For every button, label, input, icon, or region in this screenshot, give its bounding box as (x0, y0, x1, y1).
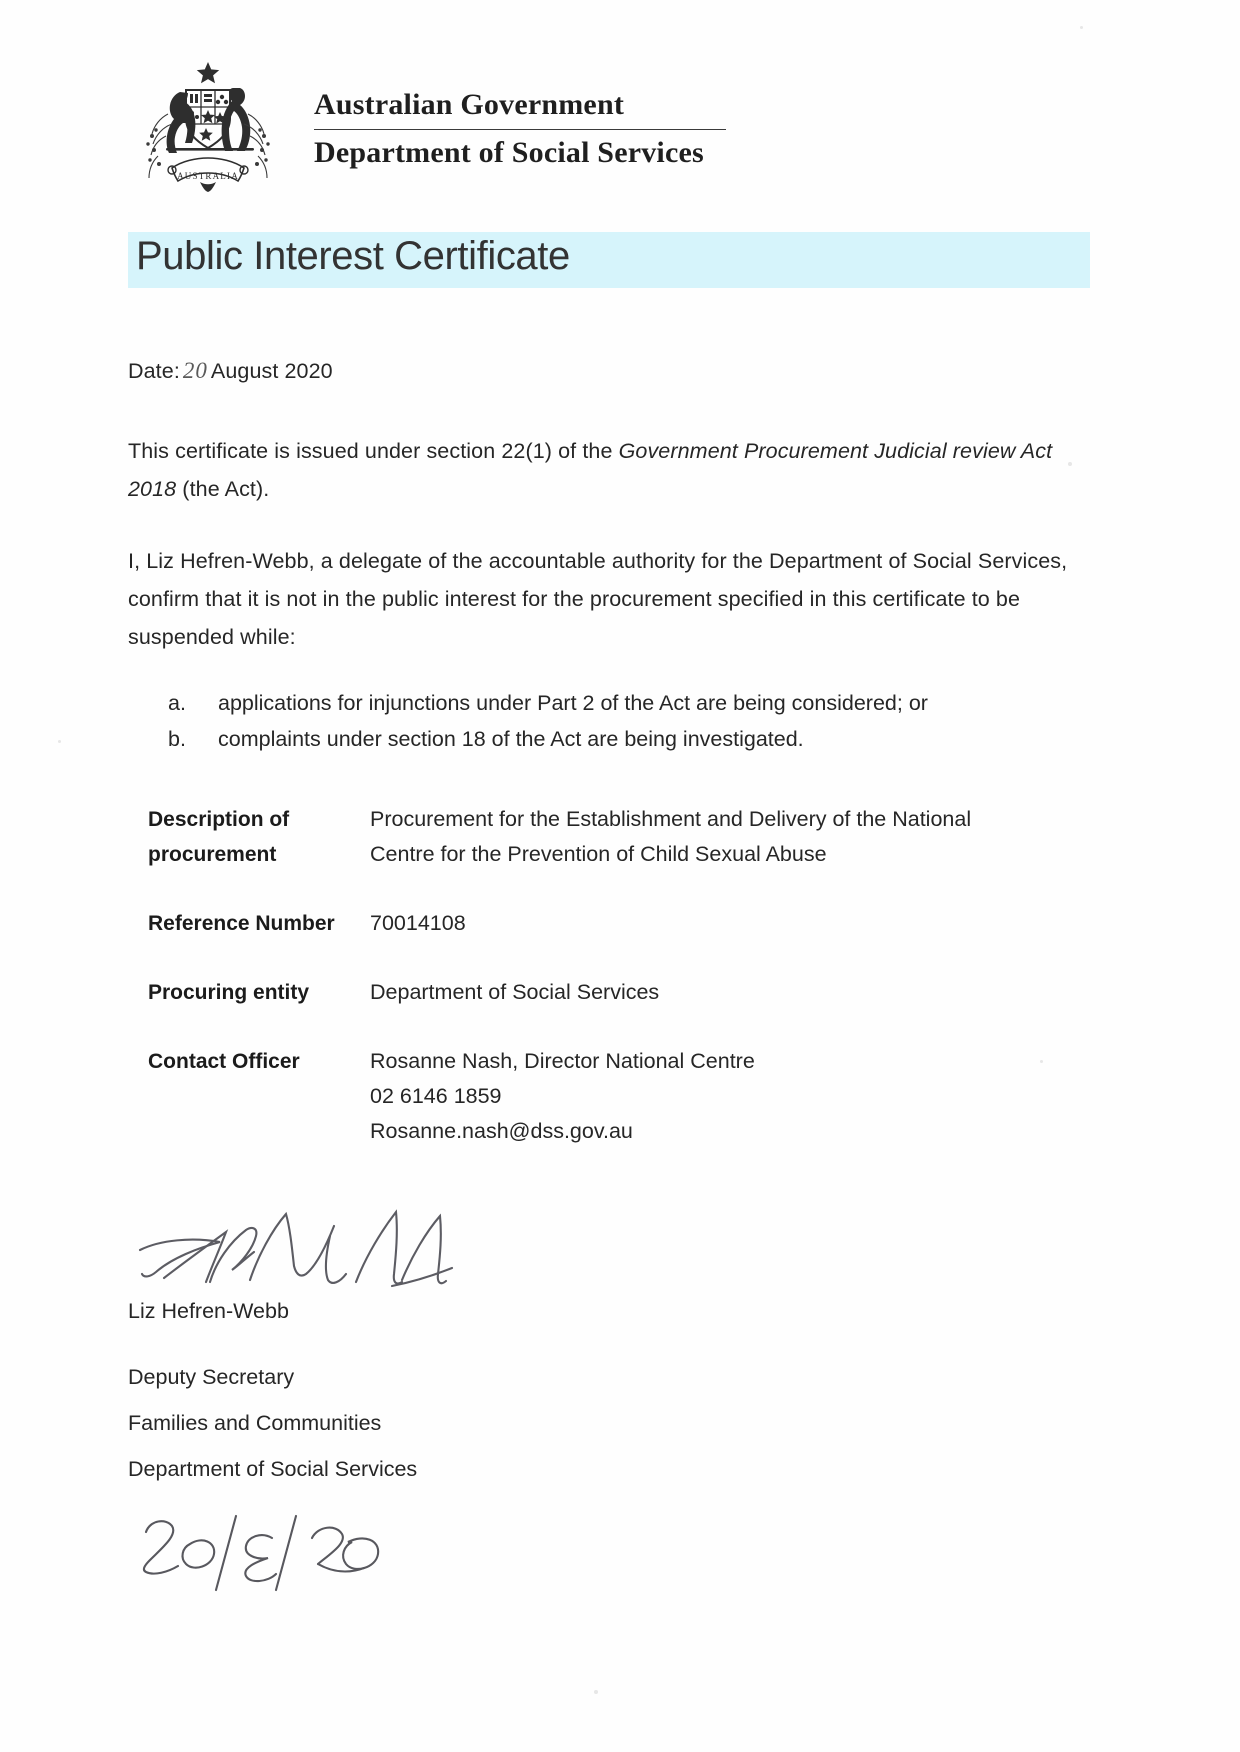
detail-label-reference-number: Reference Number (148, 912, 335, 935)
australian-coat-of-arms-icon (128, 52, 288, 192)
masthead-divider (314, 129, 726, 130)
declaration-paragraph: I, Liz Hefren-Webb, a delegate of the accountable authority for the Department of Social Services, confirm that it is not in the public interest for the procurement specified in this certificate to be suspended while: (128, 549, 1068, 649)
handwritten-day: 20 (182, 358, 208, 383)
detail-value-contact-officer (370, 1044, 1088, 1149)
handwritten-signature-icon (134, 1182, 514, 1292)
detail-value-line: 02 6146 1859 (370, 1084, 502, 1108)
signatory-name: Liz Hefren-Webb (128, 1299, 289, 1323)
scan-artifact (1080, 26, 1083, 29)
scan-artifact (1068, 462, 1072, 466)
issuing-suffix: (the Act). (176, 477, 270, 501)
scan-artifact (1040, 1060, 1043, 1063)
detail-label-line: Description of (148, 808, 290, 831)
detail-value-line: Procurement for the Establishment and Delivery of the National (370, 807, 972, 831)
detail-value-line: 70014108 (370, 911, 466, 935)
date-label: Date: (128, 359, 180, 383)
list-marker: b. (168, 727, 186, 751)
page-title: Public Interest Certificate (136, 234, 570, 278)
signatory-role: Deputy Secretary (128, 1365, 295, 1389)
signatory-details (128, 1354, 828, 1492)
australian-government-label: Australian Government (314, 88, 625, 121)
title-highlight-band (128, 232, 1090, 288)
scan-artifact (58, 740, 61, 743)
handwritten-date-icon (132, 1498, 432, 1594)
department-label: Department of Social Services (314, 135, 704, 169)
act-title-italic: Government Procurement Judicial review Act 2018 (128, 439, 1053, 501)
procurement-details-table (128, 802, 1088, 1149)
signatory-group: Families and Communities (128, 1411, 382, 1435)
document-body (128, 352, 1088, 1183)
detail-value-reference-number (370, 906, 1088, 941)
date-line (128, 352, 1088, 390)
detail-value-description (370, 802, 1088, 872)
table-row (148, 802, 1088, 872)
detail-value-procuring-entity (370, 975, 1088, 1010)
svg-text:AUSTRALIA: AUSTRALIA (177, 171, 239, 181)
table-row (148, 906, 1088, 941)
list-item-text: applications for injunctions under Part 2 of the Act are being considered; or (218, 691, 928, 715)
detail-value-line: Rosanne Nash, Director National Centre (370, 1049, 755, 1073)
list-marker: a. (168, 691, 186, 715)
table-row (148, 1044, 1088, 1149)
conditions-list (128, 686, 1088, 756)
list-item (168, 686, 1088, 720)
masthead-text (314, 52, 726, 169)
detail-value-line: Department of Social Services (370, 980, 660, 1004)
contact-email: Rosanne.nash@dss.gov.au (370, 1119, 633, 1143)
signature-block (128, 1182, 828, 1594)
detail-label-line: procurement (148, 843, 277, 866)
detail-value-line: Centre for the Prevention of Child Sexual Abuse (370, 842, 827, 866)
issuing-prefix: This certificate is issued under section 22(1) of the (128, 439, 619, 463)
issuing-paragraph (128, 432, 1088, 508)
list-item-text: complaints under section 18 of the Act are being investigated. (218, 727, 804, 751)
list-item (168, 722, 1088, 756)
date-rest: August 2020 (210, 359, 333, 383)
scan-artifact (594, 1690, 598, 1694)
detail-label-contact-officer: Contact Officer (148, 1050, 300, 1073)
detail-label-description (148, 802, 370, 872)
signatory-department: Department of Social Services (128, 1457, 418, 1481)
detail-label-procuring-entity: Procuring entity (148, 981, 310, 1004)
masthead (128, 52, 726, 192)
table-row (148, 975, 1088, 1010)
